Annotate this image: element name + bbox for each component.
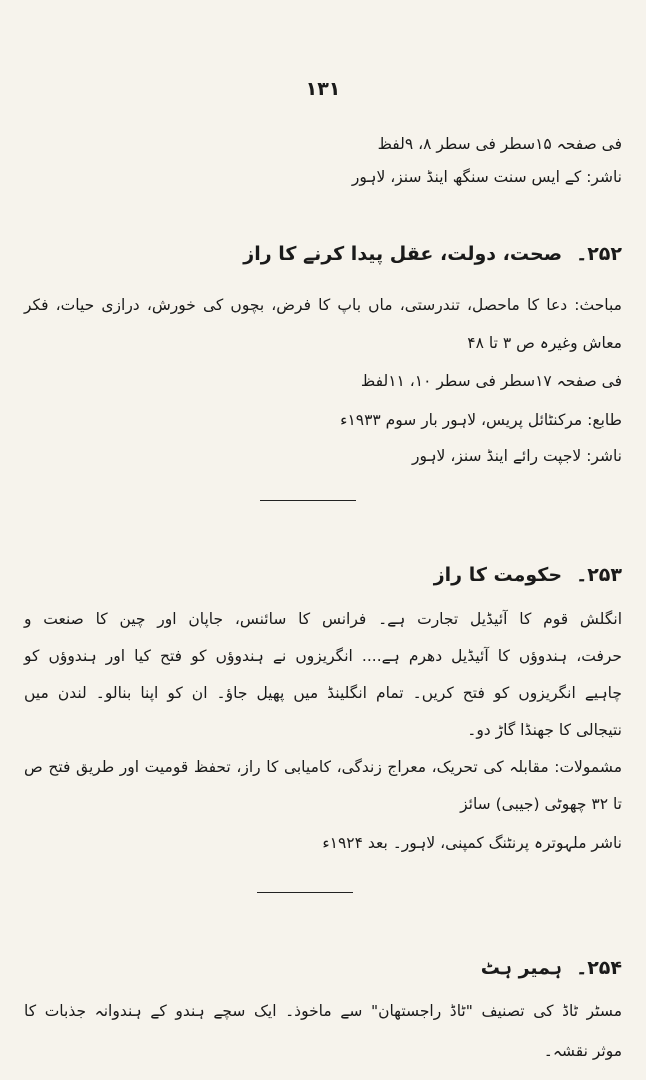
entry-252-line: فی صفحہ ۱۷سطر فی سطر ۱۰، ۱۱لفظ <box>360 372 622 390</box>
entry-252-title: صحت، دولت، عقل پیدا کرنے کا راز <box>243 243 563 265</box>
entry-253-heading <box>434 564 622 587</box>
entry-252-line: مباحث: دعا کا ماحصل، تندرستی، ماں باپ کا فرض، بچوں کی خورش، درازی حیات، فکر <box>24 296 622 314</box>
entry-253-number: ۲۵۳۔ <box>576 564 622 586</box>
entry-254-line: مسٹر ٹاڈ کی تصنیف "ٹاڈ راجستھان" سے ماخوذ۔ ایک سچے ہندو کے ہندوانہ جذبات کا <box>24 1002 622 1020</box>
entry-253-line: انگلش قوم کا آئیڈیل تجارت ہے۔ فرانس کا سائنس، جاپان اور چین کا صنعت و <box>24 610 622 628</box>
entry-252-number: ۲۵۲۔ <box>576 243 622 265</box>
entry-254-line: موثر نقشہ۔ <box>543 1042 622 1060</box>
entry-253-line: نتیجالی کا جھنڈا گاڑ دو۔ <box>467 721 622 739</box>
entry-253-line: ناشر ملہوترہ پرنٹنگ کمپنی، لاہور۔ بعد ۱۹۲۴ء <box>322 834 622 852</box>
entry-252-line: معاش وغیرہ ص ۳ تا ۴۸ <box>467 334 622 352</box>
prior-entry-publisher: ناشر: کے ایس سنت سنگھ اینڈ سنز، لاہور <box>351 168 622 186</box>
entry-253-line: تا ۳۲ چھوٹی (جیبی) سائز <box>460 795 622 813</box>
entry-254-number: ۲۵۴۔ <box>576 957 622 979</box>
section-divider <box>257 892 353 893</box>
page-number: ۱۳۱ <box>305 78 341 100</box>
entry-253-line: چاہیے انگریزوں کو فتح کریں۔ تمام انگلینڈ میں پھیل جاؤ۔ ان کو اپنا بنالو۔ لندن میں <box>24 684 622 702</box>
section-divider <box>260 500 356 501</box>
prior-entry-line: فی صفحہ ۱۵سطر فی سطر ۸، ۹لفظ <box>377 135 622 153</box>
entry-252-heading <box>243 243 622 266</box>
entry-254-heading <box>481 957 622 980</box>
entry-254-title: ہمیر ہٹ <box>480 957 563 979</box>
entry-252-line: ناشر: لاجپت رائے اینڈ سنز، لاہور <box>411 447 622 465</box>
entry-253-title: حکومت کا راز <box>433 564 563 586</box>
entry-253-line: مشمولات: مقابلہ کی تحریک، معراج زندگی، کامیابی کا راز، تحفظ قومیت اور طریق فتح ص <box>24 758 622 776</box>
entry-252-line: طابع: مرکنٹائل پریس، لاہور بار سوم ۱۹۳۳ء <box>340 411 622 429</box>
entry-253-line: حرفت، ہندوؤں کا آئیڈیل دھرم ہے.... انگریزوں نے ہندوؤں کو فتح کیا اور ہندوؤں کو <box>24 647 622 665</box>
